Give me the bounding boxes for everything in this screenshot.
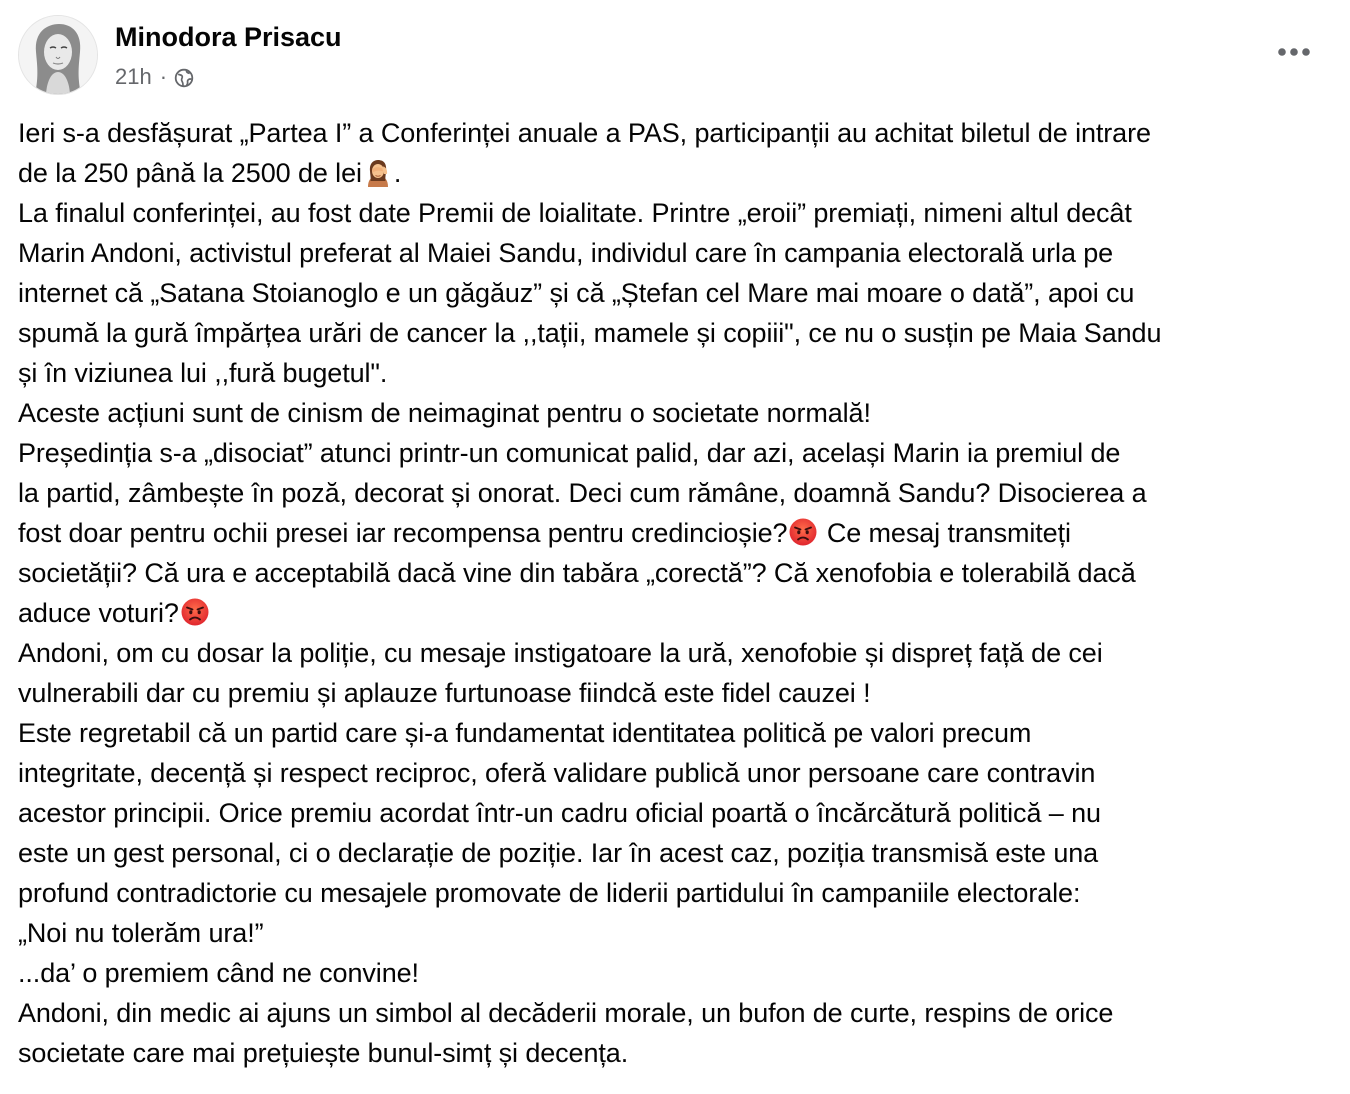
post-text-segment: internet că „Satana Stoianoglo e un găgăuz” și că „Ștefan cel Mare mai moare o dată”, apoi cu [18,278,1135,308]
post-text-segment: de la 250 până la 2500 de lei [18,158,362,188]
post-text-segment: vulnerabili dar cu premiu și aplauze furtunoase fiindcă este fidel cauzei ! [18,678,871,708]
post-text-line [18,233,1338,273]
post-text-line [18,713,1338,753]
post-text-line [18,353,1338,393]
angry-face-emoji [180,597,210,627]
post-timestamp[interactable]: 21h [115,64,152,89]
post-text-segment: Ieri s-a desfășurat „Partea I” a Conferinței anuale a PAS, participanții au achitat biletul de intrare [18,118,1151,148]
post-text-segment: „Noi nu tolerăm ura!” [18,918,264,948]
post-text-line [18,193,1338,233]
globe-icon[interactable] [174,68,194,88]
post-text-segment: La finalul conferinței, au fost date Premii de loialitate. Printre „eroii” premiați, nimeni altul decât [18,198,1132,228]
post-text-line [18,633,1338,673]
post-text-line [18,313,1338,353]
post-text-segment: acestor principii. Orice premiu acordat într-un cadru oficial poartă o încărcătură politică – nu [18,798,1101,828]
post-text-line [18,393,1338,433]
post-text-segment: Este regretabil că un partid care și-a fundamentat identitatea politică pe valori precum [18,718,1032,748]
post-text-segment: și în viziunea lui ,,fură bugetul". [18,358,388,388]
post-text-line [18,593,1338,633]
post-text-line [18,673,1338,713]
post-text-segment: Marin Andoni, activistul preferat al Maiei Sandu, individul care în campania electorală urla pe [18,238,1114,268]
post-text-line [18,1033,1338,1073]
post-text-line [18,553,1338,593]
post-text-segment: societate care mai prețuiește bunul-simț și decența. [18,1038,629,1068]
post-text-segment: Andoni, om cu dosar la poliție, cu mesaje instigatoare la ură, xenofobie și dispreț față de cei [18,638,1103,668]
post-text-segment: este un gest personal, ci o declarație de poziție. Iar în acest caz, poziția transmisă este una [18,838,1099,868]
meta-separator: · [159,64,168,89]
post-text-line [18,473,1338,513]
post-text-segment: spumă la gură împărțea urări de cancer la ,,tații, mamele și copiii", ce nu o susțin pe Maia Sandu [18,318,1162,348]
post-text-segment: integritate, decență și respect reciproc, oferă validare publică unor persoane care contravin [18,758,1096,788]
post-text-segment: Andoni, din medic ai ajuns un simbol al decăderii morale, un bufon de curte, respins de orice [18,998,1114,1028]
post-text-segment: fost doar pentru ochii presei iar recompensa pentru credincioșie? [18,518,788,548]
facepalm-woman-emoji [363,157,393,187]
post-text [18,113,1338,1073]
post-text-segment: Aceste acțiuni sunt de cinism de neimaginat pentru o societate normală! [18,398,871,428]
post-text-segment: Președinția s-a „disociat” atunci printr-un comunicat palid, dar azi, același Marin ia premiul de [18,438,1121,468]
post-text-segment: aduce voturi? [18,598,179,628]
post-text-line [18,113,1338,153]
post-text-segment: . [393,158,402,188]
post-text-segment: Ce mesaj transmiteți [819,518,1071,548]
post-text-line [18,833,1338,873]
author-avatar[interactable] [18,15,98,95]
post-text-segment: profund contradictorie cu mesajele promovate de liderii partidului în campaniile electorale: [18,878,1081,908]
post-text-segment: ...da’ o premiem când ne convine! [18,958,419,988]
avatar-portrait-icon [19,16,97,94]
more-horizontal-icon [1276,47,1312,57]
post-text-line [18,513,1338,553]
post-text-segment: societății? Că ura e acceptabilă dacă vine din tabăra „corectă”? Că xenofobia e tolerabilă dacă [18,558,1136,588]
post-text-line [18,273,1338,313]
post-text-line [18,433,1338,473]
post-text-line [18,873,1338,913]
post-text-segment: la partid, zâmbește în poză, decorat și onorat. Deci cum rămâne, doamnă Sandu? Disocierea a [18,478,1147,508]
post-header [0,0,1350,110]
post-text-line [18,153,1338,193]
post-text-line [18,753,1338,793]
post-text-line [18,913,1338,953]
author-name[interactable]: Minodora Prisacu [115,22,342,52]
post-text-line [18,993,1338,1033]
post-meta [115,62,194,92]
post-text-line [18,793,1338,833]
post-text-line [18,953,1338,993]
angry-face-emoji [788,517,818,547]
more-options-button[interactable] [1268,34,1320,70]
